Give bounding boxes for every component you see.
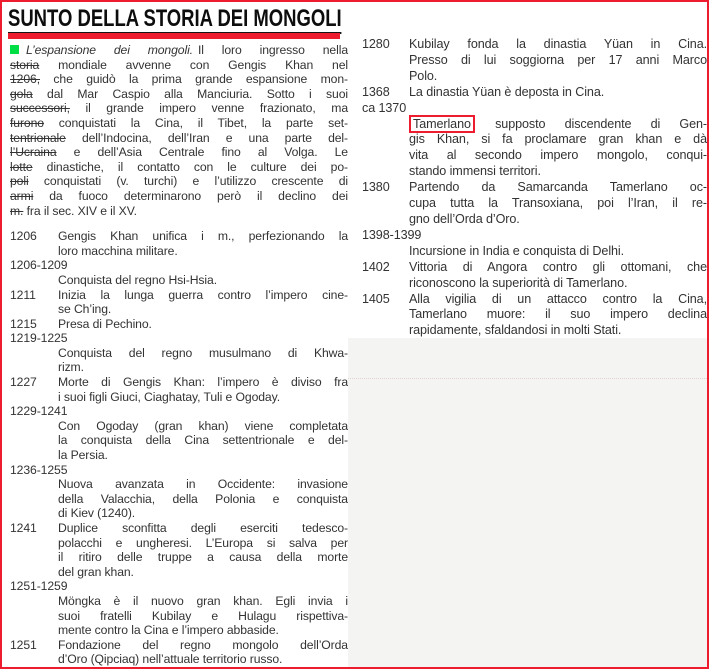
timeline-entry — [362, 101, 707, 181]
timeline-line: Gengis Khan unifica i m., perfezionando la — [58, 229, 348, 244]
timeline-entry — [362, 85, 707, 101]
timeline-line: loro macchina militare. — [58, 243, 178, 258]
struck-word: gola — [10, 86, 33, 101]
timeline-line: stando immensi territori. — [409, 164, 541, 179]
timeline-entry — [10, 258, 348, 287]
intro-line: L’espansione dei mongoli. Il loro ingresso nella — [10, 43, 348, 58]
timeline-line: Möngka è il nuovo gran khan. Egli invia i — [58, 593, 348, 608]
timeline-line: Tamerlano muore: il suo impero declina — [409, 307, 707, 322]
timeline-line: Polo. — [409, 68, 438, 83]
timeline-line: Conquista del regno Hsi-Hsia. — [58, 272, 218, 287]
intro-paragraph — [10, 43, 348, 218]
scan-dotted-line — [348, 378, 707, 379]
intro-line: 1206, che guidò la prima grande espansione mon- — [10, 72, 348, 87]
timeline-line: Incursione in India e conquista di Delhi. — [409, 243, 625, 258]
timeline-entry — [10, 331, 348, 375]
struck-word: tentrionale — [10, 130, 66, 145]
timeline-line: se Ch’ing. — [58, 302, 112, 317]
timeline-date: 1215 — [10, 316, 37, 331]
timeline-date: 1380 — [362, 180, 390, 195]
timeline-line: Presa di Pechino. — [58, 316, 152, 331]
timeline-entry — [10, 229, 348, 258]
timeline-entry — [10, 463, 348, 521]
timeline-line: Kubilay fonda la dinastia Yüan in Cina. — [409, 37, 707, 51]
timeline-line: Duplice sconfitta degli eserciti tedesco- — [58, 521, 348, 535]
page-title — [8, 7, 707, 34]
timeline-entry — [362, 37, 707, 85]
timeline-line: Conquista del regno musulmano di Khwa- — [58, 345, 348, 360]
intro-line: furono conquistati la Cina, il Tibet, la parte set- — [10, 115, 348, 130]
title-red-underline-bar — [8, 33, 340, 39]
timeline-line: riconoscono la superiorità di Tamerlano. — [409, 275, 628, 290]
timeline-line: d’Oro (Qipciaq) nell’attuale territorio russo. — [58, 652, 283, 667]
timeline-date: 1251 — [10, 637, 37, 652]
intro-line: storia mondiale avvenne con Gengis Khan nel — [10, 57, 348, 72]
timeline-entry — [10, 288, 348, 317]
scan-grey-region — [348, 338, 707, 667]
timeline-line: cupa tutta la Transoxiana, poi l’Iran, il re- — [409, 196, 707, 211]
intro-line: gola dal Mar Caspio alla Manciuria. Sotto i suoi — [10, 86, 348, 101]
timeline-right — [362, 37, 707, 339]
timeline-entry — [10, 579, 348, 637]
tamerlano-highlight-box: Tamerlano — [409, 115, 475, 133]
timeline-date: 1227 — [10, 375, 37, 390]
timeline-line: gno dell’Orda d’Oro. — [409, 211, 520, 226]
timeline-line: La dinastia Yüan è deposta in Cina. — [409, 84, 605, 99]
timeline-line: Fondazione del regno mongolo dell’Orda — [58, 637, 348, 652]
intro-line: armi da fuoco determinarono però il declino dei — [10, 188, 348, 203]
right-column — [362, 37, 707, 339]
struck-word: lotte — [10, 159, 33, 174]
struck-word: successori, — [10, 101, 70, 116]
timeline-entry — [362, 260, 707, 292]
timeline-entry — [10, 317, 348, 332]
timeline-line: gis Khan, si fa proclamare gran khan e dà — [409, 132, 707, 147]
timeline-line: vita al secondo impero mongolo, conqui- — [409, 148, 707, 163]
left-column — [10, 43, 348, 667]
struck-word: poli — [10, 174, 29, 189]
timeline-line: polacchi e ungheresi. L’Europa si salva per — [58, 535, 348, 550]
timeline-line: del gran khan. — [58, 564, 134, 579]
timeline-date: 1402 — [362, 259, 390, 274]
timeline-line: Nuova avanzata in Occidente: invasione — [58, 477, 348, 492]
struck-word: furono — [10, 115, 44, 130]
intro-line: lotte dinastiche, il contatto con le culture dei po- — [10, 159, 348, 174]
timeline-line: la conquista della Cina settentrionale e del- — [58, 433, 348, 448]
timeline-date: 1241 — [10, 521, 37, 535]
timeline-line: il ritiro delle truppe a causa della morte — [58, 550, 348, 565]
timeline-line: i suoi figli Giuci, Ciaghatay, Tuli e Ogoday. — [58, 389, 280, 404]
timeline-line: la Persia. — [58, 448, 108, 463]
intro-line: m. fra il sec. XIV e il XV. — [10, 203, 137, 218]
timeline-date: 1206 — [10, 229, 37, 244]
timeline-line: Alla vigilia di un attacco contro la Cina, — [409, 291, 707, 306]
timeline-date: 1206-1209 — [10, 258, 68, 273]
struck-word: storia — [10, 57, 40, 72]
timeline-entry — [362, 292, 707, 340]
timeline-date: 1219-1225 — [10, 331, 68, 346]
timeline-line: Morte di Gengis Khan: l’impero è diviso fra — [58, 375, 348, 390]
timeline-entry — [10, 521, 348, 579]
timeline-line: rapidamente, sfaldandosi in molti Stati. — [409, 323, 622, 338]
timeline-line: di Kiev (1240). — [58, 506, 136, 521]
intro-line: tentrionale dell’Indocina, dell’Iran e una parte del- — [10, 130, 348, 145]
timeline-line: suoi fratelli Kubilay e Hulagu rispettiva- — [58, 608, 348, 623]
timeline-line: rizm. — [58, 360, 84, 375]
timeline-date: 1398-1399 — [362, 227, 422, 242]
timeline-line: Tamerlano supposto discendente di Gen- — [409, 117, 707, 133]
intro-line: successori, il grande impero venne frazionato, ma — [10, 101, 348, 116]
timeline-line: Inizia la lunga guerra contro l’impero cine- — [58, 287, 348, 302]
timeline-entry — [362, 228, 707, 260]
timeline-date: ca 1370 — [362, 100, 407, 115]
struck-word: 1206, — [10, 72, 40, 87]
bullet-square-icon — [10, 45, 19, 54]
struck-word: armi — [10, 188, 34, 203]
timeline-date: 1229-1241 — [10, 404, 68, 419]
timeline-left — [10, 229, 348, 667]
timeline-line: Partendo da Samarcanda Tamerlano oc- — [409, 180, 707, 195]
timeline-date: 1405 — [362, 291, 390, 306]
timeline-date: 1251-1259 — [10, 579, 68, 594]
timeline-line: della Valacchia, della Polonia e conquista — [58, 491, 348, 506]
timeline-line: Con Ogoday (gran khan) viene completata — [58, 418, 348, 433]
timeline-date: 1280 — [362, 37, 390, 51]
timeline-line: Presso di lui soggiorna per 17 anni Marco — [409, 52, 707, 67]
struck-word: m. — [10, 203, 24, 218]
timeline-line: Vittoria di Angora contro gli ottomani, che — [409, 259, 707, 274]
timeline-date: 1368 — [362, 84, 390, 99]
timeline-date: 1211 — [10, 287, 36, 302]
timeline-line: mente contro la Cina e l’impero abbaside. — [58, 623, 279, 638]
intro-line: poli conquistati (v. turchi) e l’utilizzo crescente di — [10, 174, 348, 189]
timeline-entry — [10, 375, 348, 404]
timeline-entry — [10, 638, 348, 667]
timeline-entry — [362, 180, 707, 228]
struck-word: l’Ucraina — [10, 145, 57, 160]
timeline-entry — [10, 404, 348, 462]
intro-line: l’Ucraina e dell’Asia Centrale fino al Volga. Le — [10, 145, 348, 160]
intro-lead: L’espansione dei mongoli. — [26, 43, 193, 57]
timeline-date: 1236-1255 — [10, 462, 68, 477]
page-title-text: SUNTO DELLA STORIA DEI MONGOLI — [8, 5, 342, 32]
